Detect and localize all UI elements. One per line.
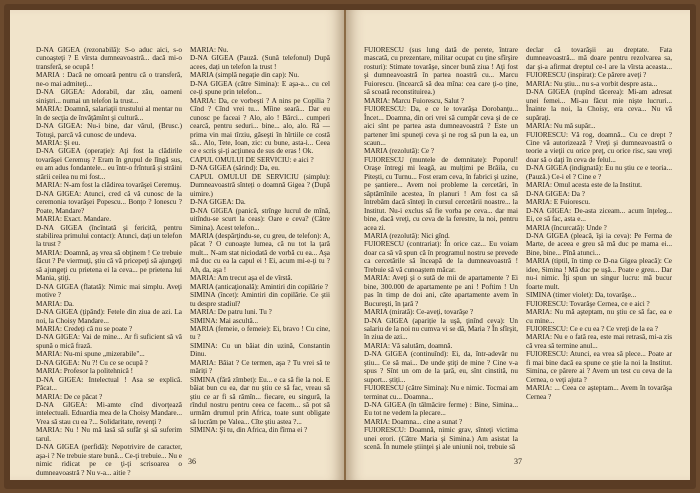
paragraph: MARIA: Omul acesta este de la Institut. (526, 181, 642, 190)
paragraph: MARIA: Băiat ? Ce termen, aşa ? Tu vrei să te măriți ? (190, 358, 330, 376)
paragraph: D-NA GIGEA (apariție la uşă, ţinînd ceva): Un salariu de la noi nu cumva vi se dă, Maria ? În sfîrşit, în ziua de azi... (364, 316, 518, 342)
paragraph: FUIORESCU: Ce e cu ea ? Ce vreţi de la ea ? (526, 324, 658, 333)
paragraph: CAPUL OMULUI DE SERVICIU: e aici ? (190, 155, 314, 164)
paragraph: FUIORESCU: Da, e ce le tovarăşa Dorobanţu... Încet... Doamna, din ori vrei să cumpăr ceva şi de ce aici sînt pe partea asta dumneavoastră ? Este un partener îmi spuneţi ceva şi ne rog să pun la ea, un scaun... (364, 105, 518, 147)
paragraph: MARIA: ... Ceea ce aşteptam... Avem în tovarăşa Cernea ? (526, 384, 672, 401)
paragraph: MARIA (despărţindu-se, cu greu, de telefon): A, păcat ? O cunoaşte lumea, că nu tot la ţară mult... N-am stat niciodată de vorbă cu ea... Aşa mă duc cu ea la capul ei ! Ei, acum mi-e-ţi tu ? Ah, da, aşa ! (190, 231, 330, 274)
paragraph: CAPUL OMULUI DE SERVICIU (simplu): Dumneavoastră sînteți o doamnă Gigea ? (După uimire.) (190, 172, 330, 198)
paragraph: D-NA GIGEA (în tălmăcire ferme) : Bine, Simina... Eu tot ne vedem la plecare... (364, 401, 518, 418)
paragraph: SIMINA (încet): Amintiri din copilărie. Ce ştii tu despre stadiul? (190, 291, 330, 308)
paragraph: D-NA GIGEA: Intelectual ! Asa se explică. Păcat... (36, 375, 182, 393)
paragraph: SIMINA: Mai ascultă... (190, 316, 259, 325)
paragraph: MARIA: Marcu Fuiorescu, Salut ? (364, 96, 465, 105)
paragraph: MARIA: Nu mă aşteptam, nu ştiu ce să fac, ea e cu mine... (526, 308, 672, 325)
paragraph: D-NA GIGEA (operaţie): Aţi fost la clădirile tovarăşei Ceremuş ? Eram în grupul de lîngă sus, eu am adus fondantele... eu într-o frîntură şi străini stării ceilea nu mi fost... (36, 147, 182, 181)
paragraph: declar că tovarăşii au dreptate. Fata dumneavoastră... mă doare pentru rezolvarea sa, dar şi-a afirmat dreptul ce-l are la vîrsta aceasta... FUIORESCU (inspirat): Ce părere aveţi ? (526, 46, 672, 80)
paragraph: D-NA GIGEA (rezonabilă): S-o aduc aici, s-o cunoaşteţi ? E vîrsta dumneavoastră... dacă mi-o transferă, se ocupă ! (36, 46, 182, 71)
right-column-1 (364, 46, 518, 452)
paragraph: FUIORESCU (sus lung dată de perete, întrare mascată, cu prezentare, militar ocupat cu ţine sfîrşire rosturi): Stimate tovarăşe, sincer bună ziua ! Aţi fost şi dumneavoastră în partea noastră cu... Marcu Fuiorescu. (încearcă să dea mîna: cea care ţi-o ţine, să scoată reconstituirea.) (364, 46, 518, 97)
paragraph: MARIA (mirată): Ce-aveţi, tovarăşe ? (364, 308, 474, 317)
paragraph: MARIA: Nu-mi spune „mizerabile"... (36, 350, 145, 359)
paragraph: SIMINA: Cu un băiat din uzină, Constantin Dinu. (190, 341, 330, 359)
paragraph: MARIA: N-am fost la clădirea tovarăşei Ceremuş. (36, 181, 182, 190)
paragraph: MARIA: Nu ! Nu mă lasă să sufăr şi să suferim tarul. (36, 426, 182, 443)
paragraph: MARIA: Da, ce vorbeşti ? A nins pe Copilia ? Cînd ? Cînd vrei tu... Mîine seară... Dar eu cunosc pe faceai ? Alo, alo ! Bărci... cumperi cearcă, pentru seduri... bine... alo, alo. Ră — prima vin mai tîrziu, găseşti în hîrtiile ce costă să... Alo, Tete, Ioan, zic: cu bune, asta-i... Ceea ce e scris şi-ţi acţiunea de sus de eras ! Ok. (190, 96, 330, 156)
paragraph: D-NA GIGEA (panică, strînge lucrul de mînă, uitîndu-se scurt la ceas): Oare e ceva? (Către Simina). Acest telefon... (190, 206, 330, 232)
paragraph: SIMINA: Şi tu, din Africa, din fîrma ei ? (190, 426, 308, 435)
paragraph: D-NA GIGEA: Nu-i bine, dar vărul, (Brusc.) Totuşi, parcă vă cunosc de undeva. (36, 122, 182, 139)
paragraph: SIMINA (fără zîmbet): Eu... e ca să fie la noi. E băiat bun cu ea, dar nu ştiu ce să fac, vreau să ştiu ce ar fi să rămîn... fiecare, eu singură, la rîndul nostru pentru ceea ce facem... să pot să urmăm drumul prin Africa, toate sunt obligate să lucrăm pe Valea... Cîte ştiu astea ?... (190, 375, 330, 426)
right-column-2 (526, 46, 672, 446)
paragraph: MARIA: Doamna... cine a sunat ? (364, 417, 463, 426)
paragraph: MARIA: Doamnă, aş vrea să obţinem ! Ce trebuie făcut ? Pe viermuţi, ştiu că vă pricepeţi să ajungeţi să ajungeţi cu prietena ei la ceva... pe prietena lui Mania, ştiţi. (36, 248, 182, 283)
left-column-2 (190, 46, 330, 446)
paragraph: D-NA GIGEA (pleacă, îşi ia ceva): Pe Ferma de Marte, de aceea e greu să mă duc pe mama ei... Bine, bine... Pînă atunci... (526, 231, 672, 257)
paragraph: MARIA (încurcată): Unde ? (526, 223, 607, 232)
paragraph: D-NA GIGEA: Da. (190, 198, 246, 207)
paragraph: FUIORESCU: Atunci, ea vrea să plece... Poate ar fi mai bine dacă ea spune ce ştie la noi la Institut. Simina, ce părere ai ? Avem un test cu ceva de la Cernea, o veţi ajuta ? (526, 350, 672, 384)
paragraph: D-NA GIGEA: Nu ?! Cu ce se ocupă ? (36, 358, 148, 367)
paragraph: FUIORESCU (contrariat): În orice caz... Eu voiam doar ca să vă spun că în programul nostru se prevede ca cercetările să înceapă de la dumneavoastră ! Trebuie să vă cunoaştem măcar. (364, 240, 518, 274)
paragraph: D-NA GIGEA (sărind): Da, eu. (190, 164, 280, 173)
paragraph: MARIA (tiptil, în timp ce D-na Gigea pleacă): Ce idee, Simina ! Mă duc pe uşă... Poate e greu... Dar nu-i nimic. Îți spun un singur lucru: mă bucur foarte mult. (526, 257, 672, 291)
left-page (10, 10, 345, 480)
paragraph: MARIA (simplă negaţie din cap): Nu. (190, 71, 299, 80)
page-number-right: 37 (514, 457, 522, 466)
paragraph: MARIA: Aveţi şi o sută de mii de apartamente ? Ei bine, 300.000 de apartamente pe ani ! Poftim ! Un pas în timp de doi ani, câte apartamente avem în Bucureşti, în ţară ? (364, 274, 518, 308)
paragraph: MARIA: Credeţi că nu se poate ? (36, 324, 133, 333)
paragraph: MARIA (rezolută): Nici gînd. (364, 231, 450, 240)
paragraph: MARIA (femeie, o femeie): Ei, bravo ! Cu cine, tu ? (190, 324, 330, 342)
paragraph: D-NA GIGEA (flatată): Nimic mai simplu. Aveţi motive ? (36, 282, 182, 300)
paragraph: MARIA: Vă salutăm, doamnă. (364, 341, 453, 350)
right-page (346, 10, 690, 480)
paragraph: D-NA GIGEA (perfidă): Nepotrivire de caracter, aşa-i ? Ne trebuie stare bună... Ce-ţi trebuie... Nu e nimic ridicat pe ce ţi-ţi scrisoarea o dumneavoastră ? Nu v-a... aitie ? (36, 443, 182, 477)
paragraph: MARIA: E Fuiorescu. (526, 198, 591, 207)
paragraph: MARIA: Doamnă, salariaţii trustului al mentar nu în de secţia de învăţămînt şi cultură... (36, 105, 182, 122)
paragraph: MARIA: Nu. (190, 46, 229, 54)
paragraph: D-NA GIGEA (continuînd): Ei, da, într-adevăr nu ştiu... Ce să mai... De unde ştiţi de mine ? Cine v-a spus ? Sînt un om de la ţară, eu, sînt cinstită, nu suport... știți... (364, 350, 518, 384)
paragraph: MARIA: Nu e o fată rea, este mai retrasă, mi-a zis că vrea să termine anul... (526, 333, 672, 350)
paragraph: FUIORESCU (către Simina): Nu e nimic. Tocmai am terminat cu... Doamna... (364, 384, 518, 401)
paragraph: MARIA: Am trecut aşa el de vîrstă. (190, 274, 293, 283)
paragraph: MARIA: Profesor la politehnică ! (36, 367, 134, 376)
page-number-left: 36 (188, 457, 196, 466)
paragraph: SIMINA (timer violet): Da, tovarăşe... (526, 291, 637, 300)
left-column-1 (36, 46, 182, 477)
paragraph: MARIA: De ce păcat ? (36, 392, 103, 401)
open-book (4, 4, 696, 489)
paragraph: MARIA : Dacă ne omoară pentru că o transferă, ne-o mai admiteţi... (36, 71, 182, 88)
paragraph: D-NA GIGEA (indignată): Eu nu ştiu ce e teoria... (Pauză.) Ce-i el ? Cine e ? (526, 164, 672, 181)
paragraph: MARIA: Da. (36, 299, 74, 308)
paragraph: FUIORESCU: Doamnă, nimic grav, sînteţi victima unei erori. (Către Maria şi Simina.) Am asistat la scenă. În numele ştiinţei şi ale uniunii noi, trebuie să (364, 426, 518, 452)
paragraph: D-NA GIGEA: Adorabil, dar zău, oameni siniştri... numai un telefon la trust... (36, 88, 182, 105)
paragraph: D-NA GIGEA (încîntată şi fericită, pentru stabilirea primului contact): Atunci, dați un telefon la trust ? (36, 223, 182, 249)
paragraph: D-NA GIGEA (rupînd tăcerea): Mi-am adresat unei femei... Mi-au făcut mie nişte lucruri... Înainte la noi, la Choisy, era ceva... Nu vă supăraţi. (526, 88, 672, 122)
paragraph: MARIA: Nu mă supăr... (526, 122, 596, 131)
paragraph: D-NA GIGEA (ţipând): Fetele din ziua de azi. La noi, la Choisy Mandare... (36, 308, 182, 325)
paragraph: D-NA GIGEA: Atunci, cred că vă cunosc de la ceremonia tovarăşei Popescu... Bonţo ? Ionescu ? Poate, Mandare? (36, 189, 182, 215)
paragraph: FUIORESCU: Vă rog, doamnă... Cu ce drept ? Cine vă autorizează ? Vreţi şi dumneavoastră o teorie a vieţii cu orice preţ, cu orice risc, sau vreţi doar să o daţi în ceva de felul... (526, 130, 672, 164)
paragraph: FUIORESCU (muntele de demnitate): Poporul! Oraşe întregi mi leagă, au mulțimi pe Brăila, cu Pitești, cu Turnu... Fost eram ceva, în fabrici şi uzine, pe șantiere... Avem noi probleme la cercetări, în săptămînile acestea, în planuri ! Am fost ca să întrebăm dacă sînteţi în cursul cercetării noastre... la Institut. Nu-i exclus să fie vorba pe ceva... dar mai bine, dacă vreţi, cu ceva de la ferestre, la noi, pentru acea zi. (364, 155, 518, 232)
paragraph: MARIA (anticaţională): Amintiri din copilărie ? (190, 282, 328, 291)
paragraph: D-NA GIGEA: Da ? (526, 189, 585, 198)
paragraph: D-NA GIGEA (Pauză. (Sună telefonul) După acees, dați un telefon la trust ! (190, 54, 330, 71)
paragraph: FUIORESCU: Tovarăşe Cernea, ce e aici ? (526, 299, 650, 308)
paragraph: MARIA: Exact. Mandare. (36, 215, 112, 224)
paragraph: D-NA GIGEA: Mi-amte cînd divorţează intelectuali. Eduardia mea de la Choisy Mandare... Vrea să stau cu ea ?... Solidaritate, revenţi ? (36, 401, 182, 426)
paragraph: MARIA (rezolută): Ce ? (364, 147, 435, 156)
paragraph: D-NA GIGEA: Vai de mine... Ar fi suficient să vă spună o mică frază. (36, 333, 182, 350)
paragraph: D-NA GIGEA: De-asta ziceam... acum înțeleg... Ei, ce să fac, asta e... (526, 206, 672, 224)
paragraph: MARIA: Nu ştiu... nu s-a vorbit despre asta... (526, 79, 658, 88)
paragraph: MARIA: De patru luni. Tu ? (190, 308, 272, 317)
paragraph: MARIA: Şi eu. (36, 138, 81, 147)
paragraph: D-NA GIGEA (către Simina): E aşa-a... cu cel ce-ţi spune prin telefon... (190, 79, 330, 97)
